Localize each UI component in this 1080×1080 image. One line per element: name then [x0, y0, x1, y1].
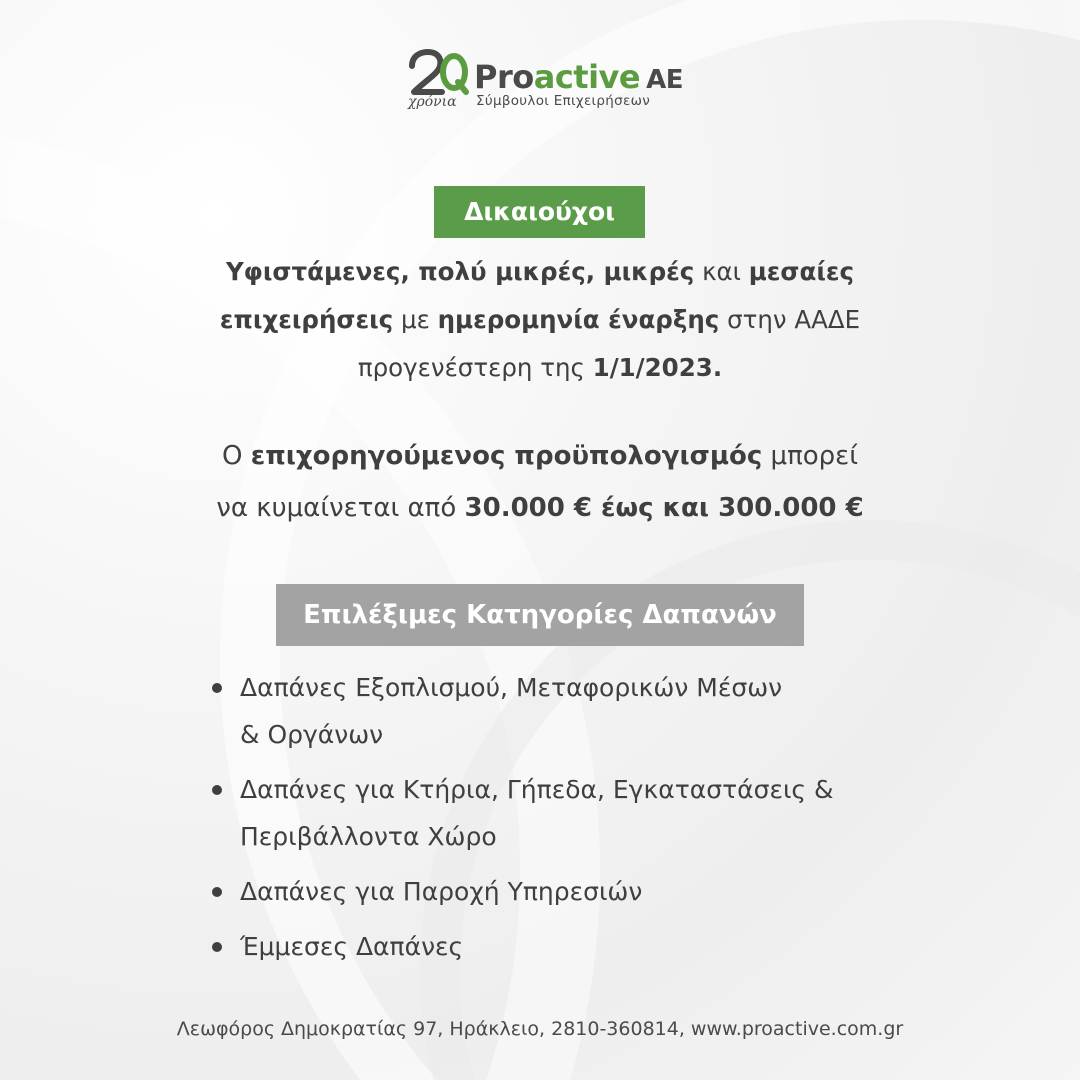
plain-text: με: [393, 305, 438, 334]
list-item: [212, 664, 932, 758]
plain-text: και: [694, 257, 749, 286]
bold-text: 1/1/2023.: [592, 353, 723, 382]
logo-brand-prefix: Pro: [474, 58, 534, 96]
list-item-line: Δαπάνες για Παροχή Υπηρεσιών: [240, 877, 643, 906]
expenses-heading: Επιλέξιμες Κατηγορίες Δαπανών: [276, 584, 804, 646]
bullet-icon: [212, 785, 222, 795]
budget-text: [140, 430, 940, 534]
beneficiaries-heading: Δικαιούχοι: [434, 186, 645, 238]
beneficiaries-line-2: [140, 296, 940, 344]
logo-years-text: χρόνια: [408, 94, 457, 110]
bold-text: επιχορηγούμενος προϋπολογισμός: [250, 441, 763, 471]
bold-text: Υφιστάμενες, πολύ μικρές, μικρές: [225, 257, 695, 286]
bold-text: επιχειρήσεις: [219, 305, 394, 334]
logo-brand-suffix: AE: [646, 65, 683, 95]
beneficiaries-line-3: [140, 344, 940, 392]
list-item: [212, 868, 932, 915]
list-item-line: Δαπάνες για Κτήρια, Γήπεδα, Εγκαταστάσεις &: [240, 775, 834, 804]
bullet-icon: [212, 887, 222, 897]
logo-brand-accent: active: [533, 58, 641, 96]
list-item-line: Έμμεσες Δαπάνες: [240, 932, 464, 961]
bullet-icon: [212, 942, 222, 952]
list-item: [212, 766, 932, 860]
plain-text: να κυμαίνεται από: [216, 493, 465, 523]
expenses-list: [212, 664, 932, 978]
bold-text: μεσαίες: [748, 257, 855, 286]
logo-brand-name: [474, 58, 683, 96]
list-item: [212, 923, 932, 970]
list-item-line: & Οργάνων: [240, 720, 384, 749]
budget-line-1: [140, 430, 940, 482]
logo-subtitle: Σύμβουλοι Επιχειρήσεων: [476, 93, 651, 109]
plain-text: προγενέστερη της: [357, 353, 593, 382]
beneficiaries-text: [140, 248, 940, 392]
plain-text: μπορεί: [762, 441, 858, 471]
footer-contact: Λεωφόρος Δημοκρατίας 97, Ηράκλειο, 2810-360814, www.proactive.com.gr: [176, 1018, 904, 1040]
budget-line-2: [140, 482, 940, 534]
beneficiaries-line-1: [140, 248, 940, 296]
bullet-icon: [212, 683, 222, 693]
list-item-line: Δαπάνες Εξοπλισμού, Μεταφορικών Μέσων: [240, 673, 783, 702]
plain-text: Ο: [221, 441, 251, 471]
bold-text: ημερομηνία έναρξης: [437, 305, 720, 334]
bold-text: 30.000 € έως και 300.000 €: [464, 493, 864, 523]
list-item-line: Περιβάλλοντα Χώρο: [240, 822, 497, 851]
plain-text: στην ΑΑΔΕ: [719, 305, 861, 334]
company-logo: [406, 48, 683, 118]
